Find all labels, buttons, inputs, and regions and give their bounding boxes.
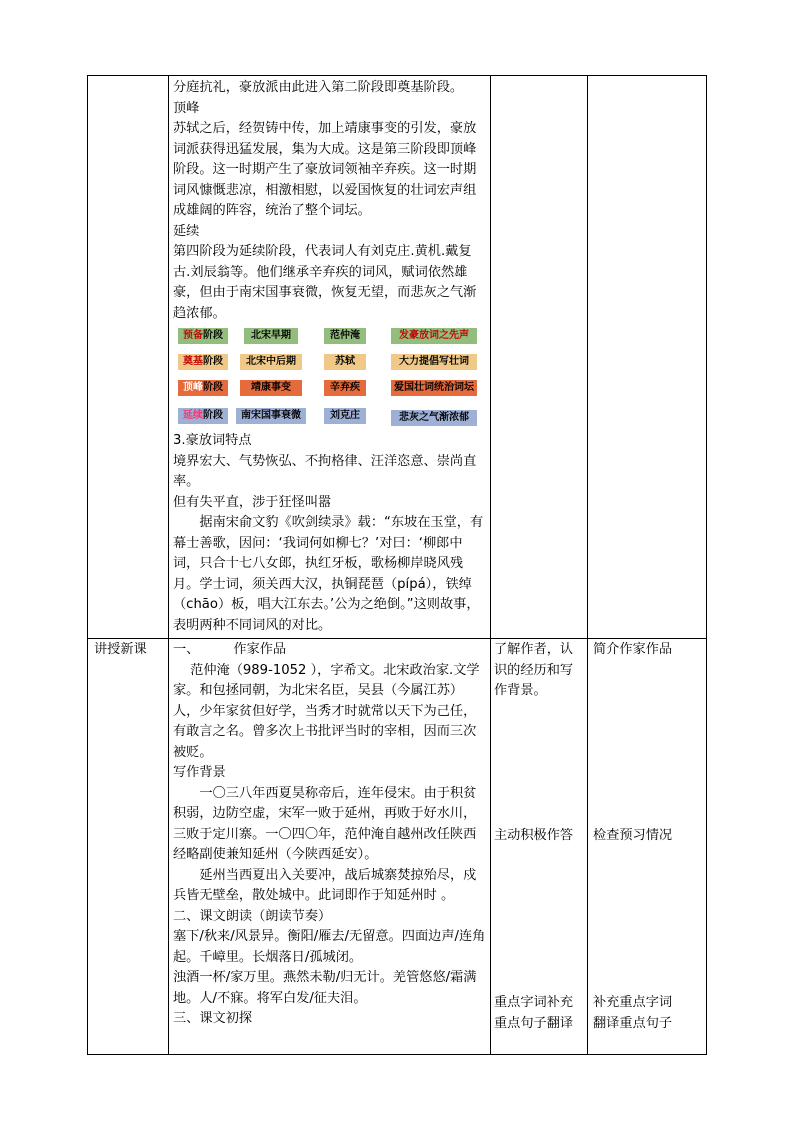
stage-badge: 延续阶段 bbox=[178, 408, 228, 424]
column-divider bbox=[168, 76, 169, 1054]
peak-heading: 顶峰 bbox=[173, 100, 200, 116]
history-section bbox=[173, 78, 488, 324]
poem-stanza-2: 浊酒一杯/家万里。燕然未勒/归无计。羌管悠悠/霜满地。人/不寐。将军白发/征夫泪。 bbox=[173, 970, 477, 1006]
student-activity-1: 了解作者，认识的经历和写作背景。 bbox=[494, 642, 574, 698]
features-section bbox=[173, 431, 488, 636]
student-activity-3: 重点字词补充重点句子翻译 bbox=[494, 995, 574, 1031]
poem-stanza-1: 塞下/秋来/风景异。衡阳/雁去/无留意。四面边声/连角起。千嶂里。长烟落日/孤城闭。 bbox=[173, 929, 486, 965]
poet-badge: 范仲淹 bbox=[324, 328, 366, 344]
period-badge: 靖康事变 bbox=[240, 380, 302, 396]
features-heading: 3.豪放词特点 bbox=[173, 433, 252, 448]
stage-badge: 预备阶段 bbox=[178, 328, 228, 344]
period-badge: 北宋早期 bbox=[244, 328, 298, 344]
features-para-3: 据南宋俞文豹《吹剑续录》载：“东坡在玉堂，有幕士善歌，因问：‘我词何如柳七？’对曰：‘柳郎中词，只合十七八女郎，执红牙板，歌杨柳岸晓风残月。学士词，须关西大汉，执铜琵琶（pípá），铁绰（chāo）板，唱大江东去。’公为之绝倒。”这则故事，表明两种不同词风的对比。 bbox=[173, 515, 484, 633]
poet-badge: 刘克庄 bbox=[324, 408, 366, 424]
row-label: 讲授新课 bbox=[94, 642, 147, 657]
continuation-heading: 延续 bbox=[173, 223, 200, 239]
feature-badge: 悲灰之气渐浓郁 bbox=[391, 410, 477, 426]
features-para-1: 境界宏大、气势恢弘、不拘格律、汪洋恣意、崇尚直率。 bbox=[173, 453, 477, 489]
section-heading-1: 一、 作家作品 bbox=[173, 642, 287, 657]
poet-badge: 苏轼 bbox=[324, 354, 366, 370]
section-heading-3: 三、课文初探 bbox=[173, 1011, 253, 1026]
student-activity-2: 主动积极作答 bbox=[494, 828, 574, 843]
stage-badge: 奠基阶段 bbox=[178, 354, 228, 370]
stage-diagram bbox=[178, 328, 488, 432]
poet-badge: 辛弃疾 bbox=[324, 380, 366, 396]
teacher-activity-2: 检查预习情况 bbox=[593, 828, 673, 843]
section-heading-2: 二、课文朗读（朗读节奏） bbox=[173, 908, 332, 924]
teacher-activity-3: 补充重点字词翻译重点句子 bbox=[593, 995, 673, 1031]
history-para-1: 分庭抗礼，豪放派由此进入第二阶段即奠基阶段。 bbox=[173, 80, 464, 95]
peak-para: 苏轼之后，经贺铸中传，加上靖康事变的引发，豪放词派获得迅猛发展，集为大成。这是第三阶段即顶峰阶段。这一时期产生了豪放词领袖辛弃疾。这一时期词风慷慨悲凉，相激相慰，以爱国恢复的壮词宏声组成雄阔的阵容，统治了整个词坛。 bbox=[173, 121, 477, 218]
background-para-1: 一〇三八年西夏昊称帝后，连年侵宋。由于积贫积弱，边防空虚，宋军一败于延州，再败于好水川，三败于定川寨。一〇四〇年，范仲淹自越州改任陕西经略副使兼知延州（今陕西延安）。 bbox=[173, 785, 477, 862]
period-badge: 北宋中后期 bbox=[240, 354, 302, 370]
lesson-content bbox=[173, 640, 488, 1030]
row-divider bbox=[88, 638, 706, 639]
background-para-2: 延州当西夏出入关要冲，战后城寨焚掠殆尽，戍兵皆无壁垒，散处城中。此词即作于知延州时 。 bbox=[173, 867, 477, 903]
author-intro: 范仲淹（989-1052 ），字希文。北宋政治家.文学家。和包拯同朝，为北宋名臣，吴县（今属江苏）人，少年家贫但好学，当秀才时就常以天下为己任，有敢言之名。曾多次上书批评当时的宰相，因而三次被贬。 bbox=[173, 662, 480, 760]
column-divider bbox=[587, 76, 588, 1054]
teacher-activity-1: 简介作家作品 bbox=[593, 642, 673, 657]
features-para-2: 但有失平直，涉于狂怪叫嚣 bbox=[173, 494, 332, 510]
period-badge: 南宋国事衰微 bbox=[236, 408, 306, 424]
feature-badge: 爱国壮词统治词坛 bbox=[391, 380, 477, 396]
background-heading: 写作背景 bbox=[173, 765, 226, 780]
feature-badge: 大力提倡写壮词 bbox=[391, 354, 477, 370]
column-divider bbox=[490, 76, 491, 1054]
stage-badge: 顶峰阶段 bbox=[178, 380, 228, 396]
lesson-table bbox=[87, 75, 707, 1055]
feature-badge: 发豪放词之先声 bbox=[391, 328, 477, 344]
continuation-para: 第四阶段为延续阶段，代表词人有刘克庄.黄机.戴复古.刘辰翁等。他们继承辛弃疾的词风，赋词依然雄豪，但由于南宋国事衰微，恢复无望，而悲灰之气渐趋浓郁。 bbox=[173, 244, 477, 321]
